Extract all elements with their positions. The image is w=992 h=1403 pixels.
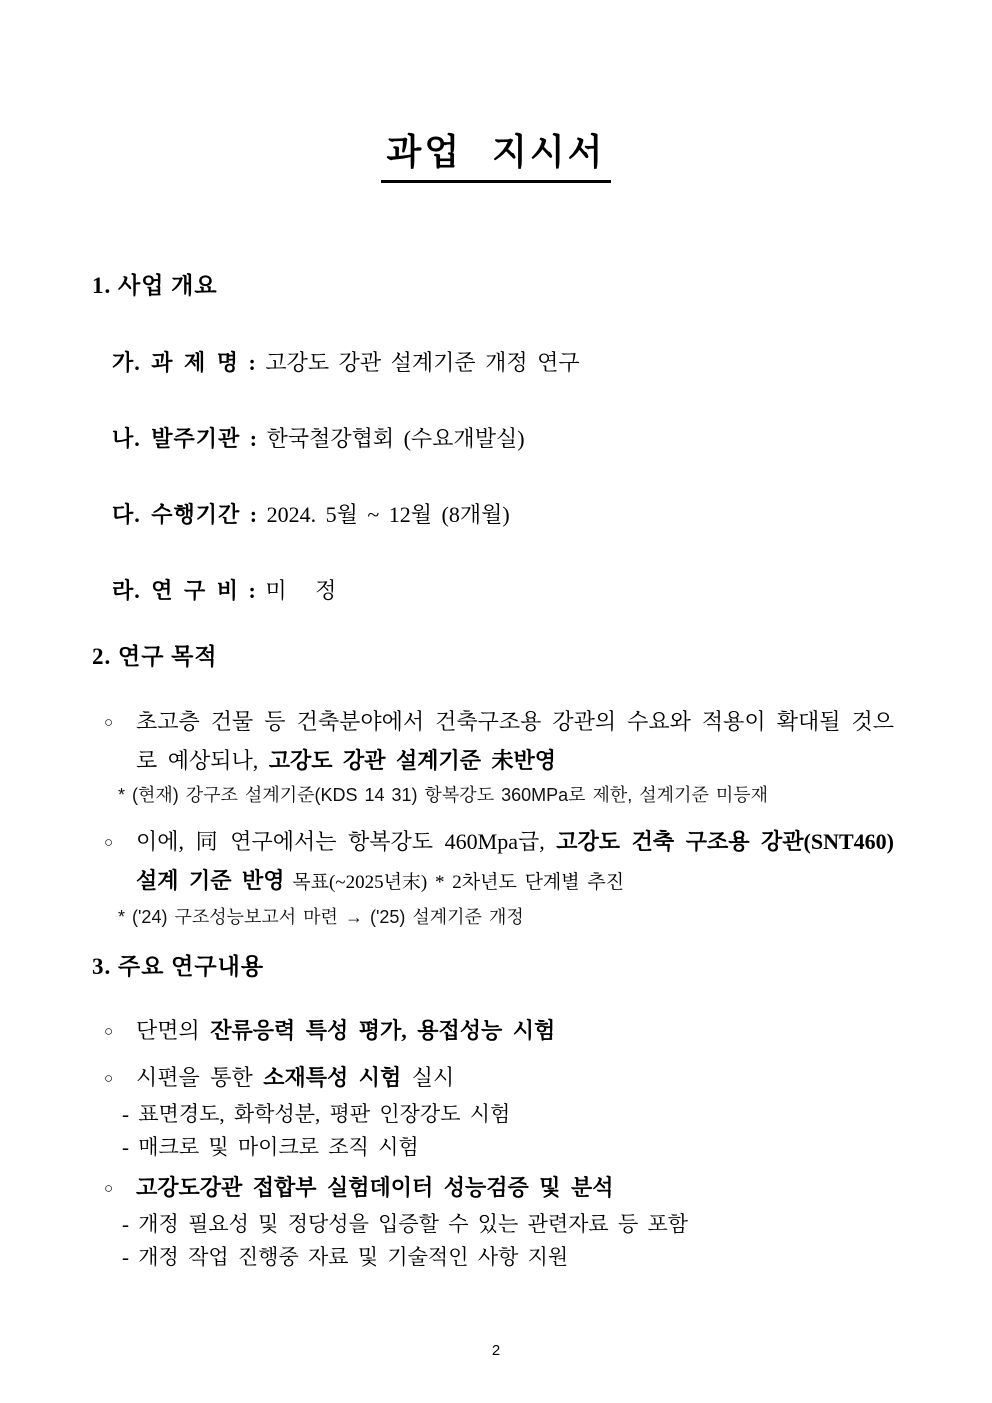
item-separator: : <box>240 426 267 451</box>
bullet-text: 초고층 건물 등 건축분야에서 건축구조용 강관의 수요와 적용이 확대될 것으로 예상되나, <box>136 709 894 773</box>
item-project-name <box>112 347 912 378</box>
footnote: * ('24) 구조성능보고서 마련 → ('25) 설계기준 개정 <box>118 907 524 927</box>
footnote: * (현재) 강구조 설계기준(KDS 14 31) 항복강도 360MPa로 제한, 설계기준 미등재 <box>118 785 769 805</box>
circle-bullet-icon: ○ <box>104 1181 114 1197</box>
bullet-item <box>104 1012 894 1051</box>
item-value: 2024. 5월 ~ 12월 (8개월) <box>266 502 510 527</box>
sub-list-item: - 표면경도, 화학성분, 평판 인장강도 시험 <box>122 1102 511 1126</box>
bullet-text-bold: 고강도 건축 구조용 강관(SNT460) 설계 기준 반영 <box>136 829 905 893</box>
section-project-overview <box>92 270 912 606</box>
document-title: 과업 지시서 <box>381 124 612 183</box>
bullet-text: 실시 <box>401 1065 455 1090</box>
bullet-text-tail: 목표(~2025년末) * 2차년도 단계별 추진 <box>284 872 625 893</box>
bullet-text-bold: 고강도 강관 설계기준 未반영 <box>268 748 557 773</box>
item-label: 라. 연 구 비 <box>112 578 240 603</box>
bullet-text: 시편을 통한 <box>136 1065 264 1090</box>
bullet-item <box>104 823 905 901</box>
sub-list-item: - 개정 작업 진행중 자료 및 기술적인 사항 지원 <box>122 1245 569 1269</box>
bullet-text-bold: 소재특성 시험 <box>263 1065 402 1090</box>
bullet-text: 이에, 同 연구에서는 항복강도 460Mpa급, <box>136 829 557 854</box>
section-1-heading: 1. 사업 개요 <box>92 273 218 298</box>
section-main-research-content <box>92 951 912 1274</box>
circle-bullet-icon: ○ <box>104 1024 114 1040</box>
circle-bullet-icon: ○ <box>104 715 114 731</box>
item-value: 한국철강협회 (수요개발실) <box>266 426 525 451</box>
circle-bullet-icon: ○ <box>104 1071 114 1087</box>
item-separator: : <box>239 578 266 603</box>
item-separator: : <box>240 502 267 527</box>
item-research-budget <box>112 575 912 606</box>
page-number: 2 <box>491 1342 501 1359</box>
item-project-period <box>112 499 912 530</box>
section-research-purpose <box>92 641 912 931</box>
item-label: 다. 수행기간 <box>112 502 241 527</box>
title-block <box>0 124 992 183</box>
section-3-heading: 3. 주요 연구내용 <box>92 954 265 979</box>
bullet-text: 단면의 <box>136 1018 211 1043</box>
bullet-text-bold: 잔류응력 특성 평가, 용접성능 시험 <box>210 1018 556 1043</box>
bullet-text-bold: 고강도강관 접합부 실험데이터 성능검증 및 분석 <box>136 1175 614 1200</box>
item-label: 가. 과 제 명 <box>112 350 240 375</box>
bullet-item <box>104 1059 894 1098</box>
bullet-item <box>104 1169 894 1208</box>
sub-list-item: - 매크로 및 마이크로 조직 시험 <box>122 1135 419 1159</box>
circle-bullet-icon: ○ <box>104 835 114 851</box>
item-separator: : <box>239 350 266 375</box>
section-2-heading: 2. 연구 목적 <box>92 644 218 669</box>
item-value: 미 정 <box>265 578 337 603</box>
sub-list-item: - 개정 필요성 및 정당성을 입증할 수 있는 관련자료 등 포함 <box>122 1212 689 1236</box>
item-label: 나. 발주기관 <box>112 426 241 451</box>
item-ordering-agency <box>112 423 912 454</box>
item-value: 고강도 강관 설계기준 개정 연구 <box>265 350 580 375</box>
bullet-item <box>104 703 894 779</box>
